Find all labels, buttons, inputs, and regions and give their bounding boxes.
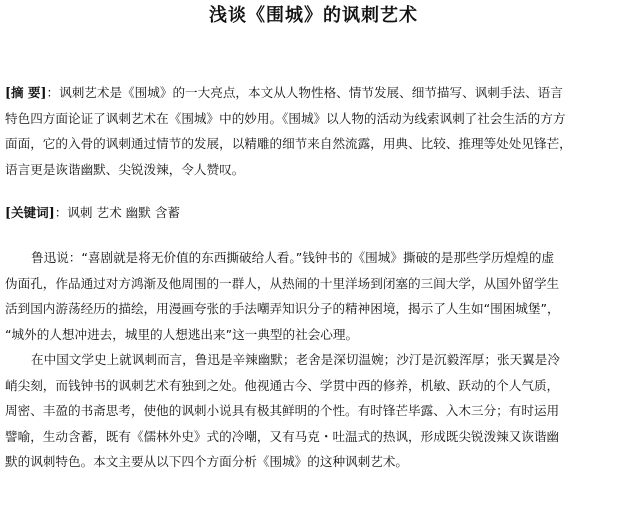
body-paragraph-2-line: 峭尖刻，而钱钟书的讽刺艺术有独到之处。他视通古今、学贯中西的修养，机敏、跃动的个人气质， [5, 377, 560, 393]
keywords-section [5, 200, 623, 226]
abstract-text: ：讽刺艺术是《围城》的一大亮点，本文从人物性格、情节发展、细节描写、讽刺手法、语言 [46, 85, 563, 100]
body-paragraph-2-line: 默的讽刺特色。本文主要从以下四个方面分析《围城》的这种讽刺艺术。 [5, 454, 408, 469]
body-paragraph-2-line: 譬喻，生动含蓄，既有《儒林外史》式的冷嘲，又有马克・吐温式的热讽，形成既尖锐泼辣又诙谐幽 [5, 428, 560, 444]
body-paragraph-1-line: 伪面孔，作品通过对方鸿渐及他周围的一群人，从热闹的十里洋场到闭塞的三闾大学，从国外留学生 [5, 275, 560, 291]
body-section [5, 245, 623, 475]
abstract-section [5, 80, 623, 182]
abstract-line: 面面，它的入骨的讽刺通过情节的发展，以精雕的细节来自然流露，用典、比较、推理等处处见锋芒， [5, 136, 572, 151]
body-paragraph-2-line: 在中国文学史上就讽刺而言，鲁迅是辛辣幽默；老舍是深切温婉；沙汀是沉毅浑厚；张天翼是冷 [31, 352, 560, 367]
body-paragraph-1-line: “城外的人想冲进去，城里的人想逃出来”这一典型的社会心理。 [5, 326, 359, 342]
document-title: 浅谈《围城》的讽刺艺术 [209, 5, 418, 26]
keywords-label: [关键词] [5, 205, 55, 220]
body-paragraph-1-line: 鲁迅说：“喜剧就是将无价值的东西撕破给人看。”钱钟书的《围城》撕破的是那些学历煌煌的虚 [31, 250, 555, 265]
body-paragraph-1-line: 活到国内游荡经历的描绘，用漫画夸张的手法嘲弄知识分子的精神困境，揭示了人生如“围困城堡”， [5, 301, 560, 316]
keywords-line [5, 200, 623, 226]
body-paragraph-2-line: 周密、丰盈的书斋思考，使他的讽刺小说具有极其鲜明的个性。有时锋芒毕露、入木三分；有时运用 [5, 403, 560, 418]
abstract-line: 特色四方面论证了讽刺艺术在《围城》中的妙用。《围城》以人物的活动为线索讽刺了社会生活的方方 [5, 110, 566, 126]
abstract-line [5, 80, 623, 106]
keywords-text: ：讽刺 艺术 幽默 含蓄 [54, 205, 181, 220]
abstract-label: [摘 要] [5, 85, 47, 100]
abstract-line: 语言更是诙谐幽默、尖锐泼辣，令人赞叹。 [5, 161, 245, 177]
